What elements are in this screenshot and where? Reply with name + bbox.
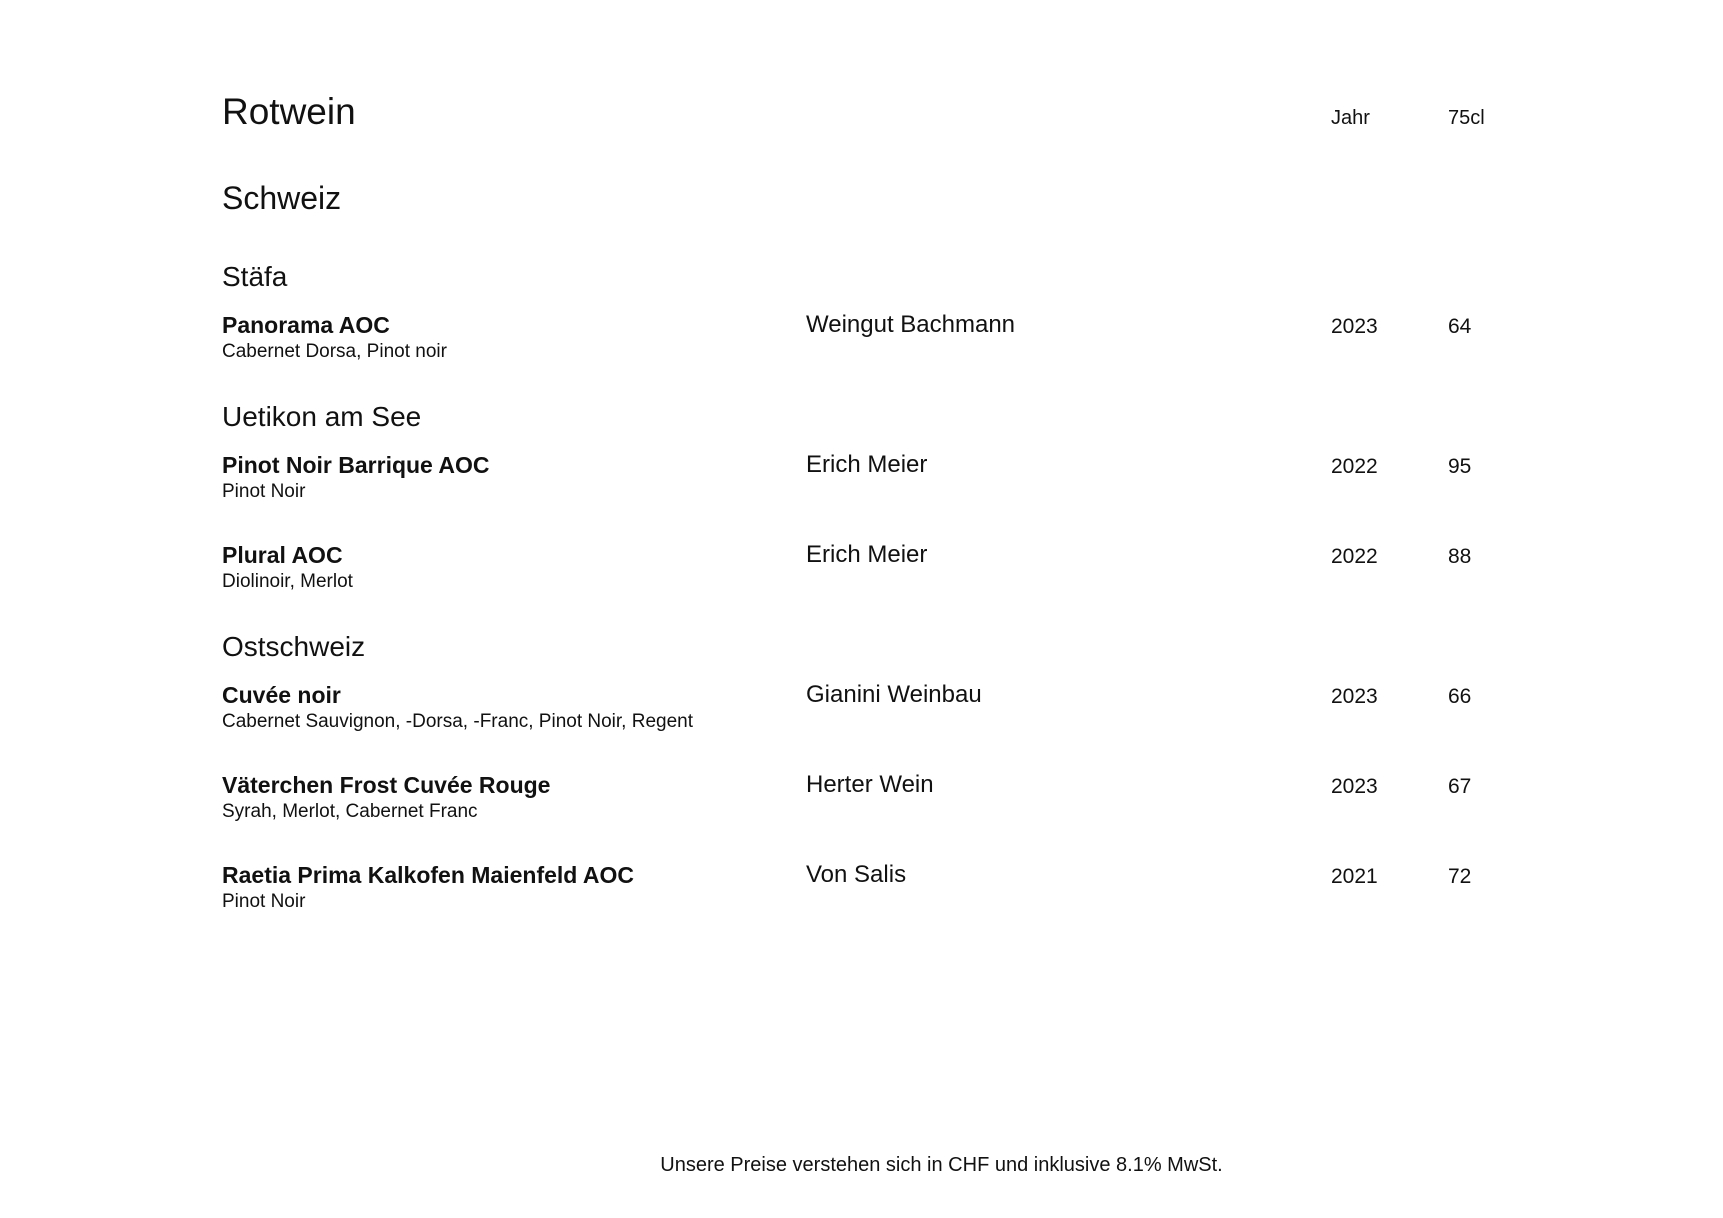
year-column-header: Jahr (1331, 107, 1370, 129)
wine-price: 64 (1448, 315, 1472, 338)
wine-producer: Von Salis (806, 861, 907, 888)
wine-grapes: Cabernet Sauvignon, -Dorsa, -Franc, Pinot Noir, Regent (222, 711, 694, 732)
wine-producer: Erich Meier (806, 541, 928, 568)
wine-grapes: Pinot Noir (222, 481, 306, 502)
country-heading: Schweiz (222, 180, 342, 216)
wine-year: 2021 (1331, 865, 1378, 888)
wine-producer: Gianini Weinbau (806, 681, 982, 708)
region-heading-staefa: Stäfa (222, 261, 288, 292)
wine-name: Panorama AOC (222, 312, 390, 338)
wine-price: 88 (1448, 545, 1472, 568)
wine-entry (222, 450, 1522, 510)
wine-name: Cuvée noir (222, 682, 341, 708)
wine-grapes: Cabernet Dorsa, Pinot noir (222, 341, 447, 362)
wine-year: 2023 (1331, 775, 1378, 798)
wine-price: 72 (1448, 865, 1472, 888)
price-note-footer: Unsere Preise verstehen sich in CHF und inklusive 8.1% MwSt. (660, 1154, 1223, 1176)
wine-name: Väterchen Frost Cuvée Rouge (222, 772, 551, 798)
wine-year: 2022 (1331, 455, 1378, 478)
wine-year: 2023 (1331, 315, 1378, 338)
wine-grapes: Pinot Noir (222, 891, 306, 912)
wine-price: 66 (1448, 685, 1472, 708)
wine-entry (222, 310, 1522, 370)
wine-producer: Herter Wein (806, 771, 934, 798)
price-column-header: 75cl (1448, 107, 1485, 129)
wine-year: 2022 (1331, 545, 1378, 568)
wine-entry (222, 540, 1522, 600)
wine-grapes: Syrah, Merlot, Cabernet Franc (222, 801, 478, 822)
region-heading-uetikon: Uetikon am See (222, 401, 422, 432)
region-heading-ostschweiz: Ostschweiz (222, 631, 366, 662)
wine-year: 2023 (1331, 685, 1378, 708)
wine-name: Raetia Prima Kalkofen Maienfeld AOC (222, 862, 634, 888)
wine-producer: Weingut Bachmann (806, 311, 1016, 338)
wine-entry (222, 770, 1522, 830)
page-title: Rotwein (222, 91, 356, 132)
wine-entry (222, 860, 1522, 920)
wine-entry (222, 680, 1522, 740)
wine-name: Pinot Noir Barrique AOC (222, 452, 490, 478)
wine-grapes: Diolinoir, Merlot (222, 571, 353, 592)
wine-price: 95 (1448, 455, 1472, 478)
wine-price: 67 (1448, 775, 1472, 798)
wine-producer: Erich Meier (806, 451, 928, 478)
wine-name: Plural AOC (222, 542, 343, 568)
